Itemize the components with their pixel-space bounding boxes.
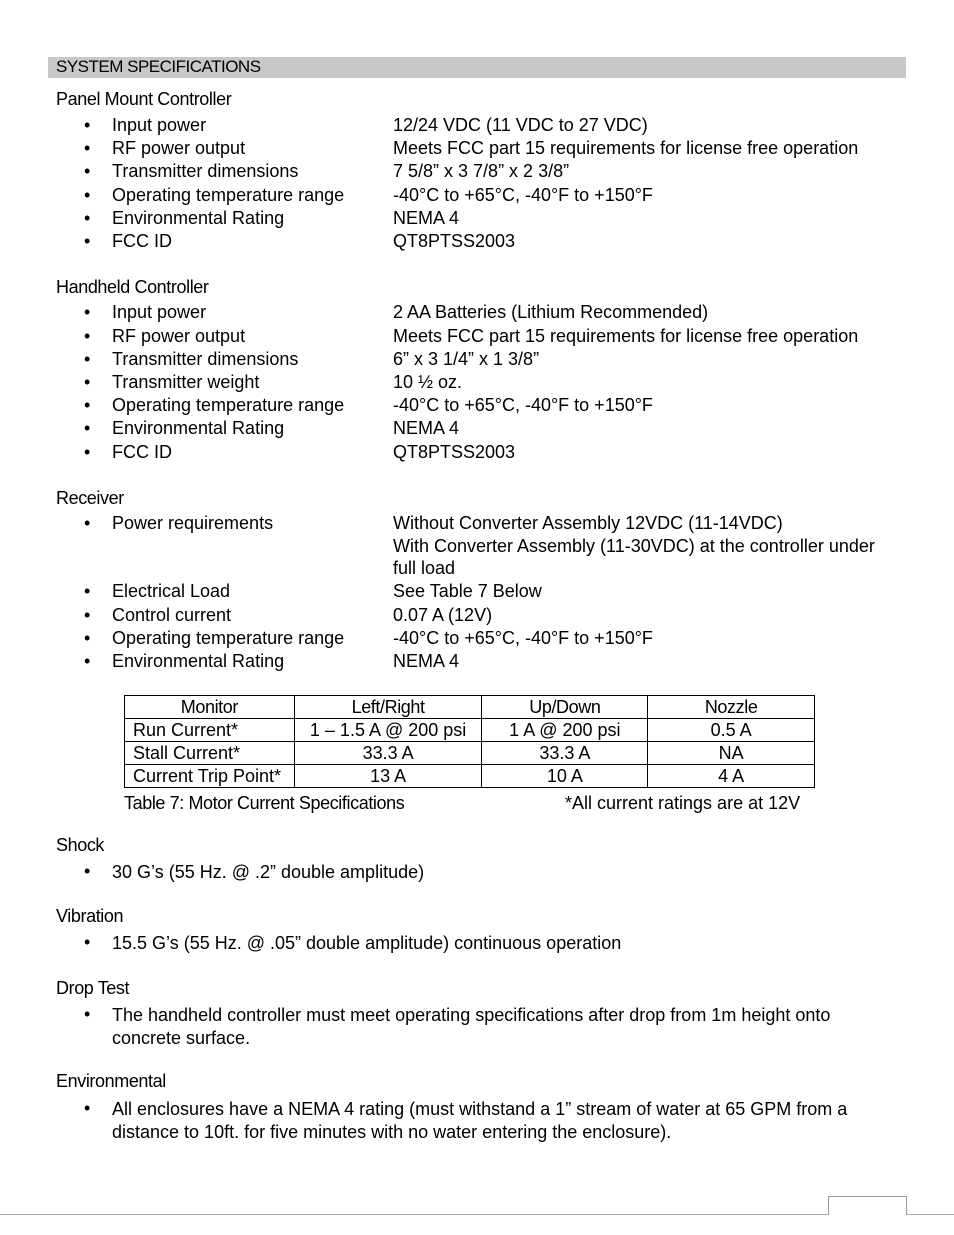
list-item xyxy=(84,115,904,138)
spec-value: NEMA 4 xyxy=(393,208,460,228)
bullet: • xyxy=(84,208,91,228)
list-item xyxy=(84,861,904,884)
bullet: • xyxy=(84,231,91,251)
spec-value: 12/24 VDC (11 VDC to 27 VDC) xyxy=(393,115,648,135)
table-cell: 10 A xyxy=(482,765,648,788)
drop-test-heading: Drop Test xyxy=(56,978,130,998)
motor-current-table xyxy=(124,695,815,788)
column-header: Nozzle xyxy=(648,696,815,719)
handheld-heading: Handheld Controller xyxy=(56,277,209,297)
list-item xyxy=(84,581,904,604)
spec-value: 6” x 3 1/4” x 1 3/8” xyxy=(393,349,540,369)
spec-value: QT8PTSS2003 xyxy=(393,231,516,251)
spec-label: Operating temperature range xyxy=(112,628,345,648)
vibration-heading: Vibration xyxy=(56,906,124,926)
bullet: • xyxy=(84,628,91,648)
spec-value: Meets FCC part 15 requirements for license free operation xyxy=(393,138,859,158)
table-cell: 4 A xyxy=(648,765,815,788)
bullet: • xyxy=(84,326,91,346)
bullet: • xyxy=(84,161,91,181)
spec-value: QT8PTSS2003 xyxy=(393,442,516,462)
spec-label: Operating temperature range xyxy=(112,395,345,415)
bullet: • xyxy=(84,651,91,671)
spec-value: With Converter Assembly (11-30VDC) at the controller under xyxy=(393,536,875,556)
list-item xyxy=(84,513,904,579)
section-title: SYSTEM SPECIFICATIONS xyxy=(56,57,261,76)
list-item xyxy=(84,1098,904,1144)
bullet: • xyxy=(84,513,91,533)
spec-value: NEMA 4 xyxy=(393,651,460,671)
spec-value: 2 AA Batteries (Lithium Recommended) xyxy=(393,302,709,322)
spec-label: Environmental Rating xyxy=(112,418,285,438)
shock-heading: Shock xyxy=(56,835,105,855)
list-item xyxy=(84,326,904,349)
bullet: • xyxy=(84,185,91,205)
bullet: • xyxy=(84,581,91,601)
table-cell: 33.3 A xyxy=(482,742,648,765)
table-cell: 1 – 1.5 A @ 200 psi xyxy=(294,719,482,742)
list-item xyxy=(84,395,904,418)
footer-divider xyxy=(0,1214,954,1215)
list-item xyxy=(84,231,904,254)
spec-label: Power requirements xyxy=(112,513,274,533)
panel-heading: Panel Mount Controller xyxy=(56,89,232,109)
bullet-text: 30 G’s (55 Hz. @ .2” double amplitude) xyxy=(112,862,425,882)
bullet: • xyxy=(84,1004,91,1024)
section-title-bar xyxy=(48,57,906,78)
spec-label: RF power output xyxy=(112,138,246,158)
spec-value: 7 5/8” x 3 7/8” x 2 3/8” xyxy=(393,161,570,181)
list-item xyxy=(84,605,904,628)
receiver-heading: Receiver xyxy=(56,488,124,508)
bullet: • xyxy=(84,138,91,158)
spec-value: NEMA 4 xyxy=(393,418,460,438)
bullet: • xyxy=(84,1098,91,1118)
list-item xyxy=(84,302,904,325)
table-row xyxy=(125,742,815,765)
list-item xyxy=(84,1004,904,1050)
table-row xyxy=(125,719,815,742)
column-header: Monitor xyxy=(125,696,295,719)
spec-label: Environmental Rating xyxy=(112,208,285,228)
table-row xyxy=(125,765,815,788)
bullet: • xyxy=(84,372,91,392)
spec-label: Input power xyxy=(112,302,207,322)
table-cell: NA xyxy=(648,742,815,765)
spec-value: 0.07 A (12V) xyxy=(393,605,493,625)
list-item xyxy=(84,208,904,231)
bullet: • xyxy=(84,861,91,881)
spec-label: Control current xyxy=(112,605,232,625)
table-cell: Stall Current* xyxy=(125,742,295,765)
spec-label: FCC ID xyxy=(112,231,172,251)
bullet-text: The handheld controller must meet operating specifications after drop from 1m height onto concrete surface. xyxy=(112,1005,831,1048)
bullet-text: 15.5 G’s (55 Hz. @ .05” double amplitude) continuous operation xyxy=(112,933,622,953)
table-cell: 13 A xyxy=(294,765,482,788)
spec-label: FCC ID xyxy=(112,442,172,462)
list-item xyxy=(84,185,904,208)
environmental-heading: Environmental xyxy=(56,1071,166,1091)
spec-value: Without Converter Assembly 12VDC (11-14VDC) xyxy=(393,513,783,533)
bullet: • xyxy=(84,605,91,625)
table-cell: Run Current* xyxy=(125,719,295,742)
table-cell: Current Trip Point* xyxy=(125,765,295,788)
spec-label: Electrical Load xyxy=(112,581,231,601)
spec-value: Meets FCC part 15 requirements for license free operation xyxy=(393,326,859,346)
spec-label: Transmitter dimensions xyxy=(112,161,299,181)
spec-value: See Table 7 Below xyxy=(393,581,542,601)
list-item xyxy=(84,418,904,441)
list-item xyxy=(84,628,904,651)
bullet: • xyxy=(84,349,91,369)
page-number-box xyxy=(828,1196,907,1215)
list-item xyxy=(84,349,904,372)
table-cell: 33.3 A xyxy=(294,742,482,765)
list-item xyxy=(84,932,904,955)
bullet-text: All enclosures have a NEMA 4 rating (must withstand a 1” stream of water at 65 GPM from a distance to 10ft. for five minutes with no water entering the enclosure). xyxy=(112,1099,848,1142)
column-header: Up/Down xyxy=(482,696,648,719)
list-item xyxy=(84,138,904,161)
bullet: • xyxy=(84,418,91,438)
list-item xyxy=(84,651,904,674)
spec-label: Operating temperature range xyxy=(112,185,345,205)
spec-label: Environmental Rating xyxy=(112,651,285,671)
bullet: • xyxy=(84,395,91,415)
table-header-row xyxy=(125,696,815,719)
list-item xyxy=(84,161,904,184)
table-cell: 1 A @ 200 psi xyxy=(482,719,648,742)
spec-label: RF power output xyxy=(112,326,246,346)
spec-value: -40°C to +65°C, -40°F to +150°F xyxy=(393,395,653,415)
spec-value: -40°C to +65°C, -40°F to +150°F xyxy=(393,628,653,648)
column-header: Left/Right xyxy=(294,696,482,719)
table-cell: 0.5 A xyxy=(648,719,815,742)
bullet: • xyxy=(84,932,91,952)
bullet: • xyxy=(84,115,91,135)
list-item xyxy=(84,442,904,465)
spec-label: Input power xyxy=(112,115,207,135)
list-item xyxy=(84,372,904,395)
bullet: • xyxy=(84,442,91,462)
table-note: *All current ratings are at 12V xyxy=(565,793,801,813)
bullet: • xyxy=(84,302,91,322)
spec-value: -40°C to +65°C, -40°F to +150°F xyxy=(393,185,653,205)
spec-label: Transmitter weight xyxy=(112,372,260,392)
spec-value: 10 ½ oz. xyxy=(393,372,463,392)
spec-label: Transmitter dimensions xyxy=(112,349,299,369)
spec-value: full load xyxy=(393,558,456,578)
table-caption: Table 7: Motor Current Specifications xyxy=(124,793,405,813)
